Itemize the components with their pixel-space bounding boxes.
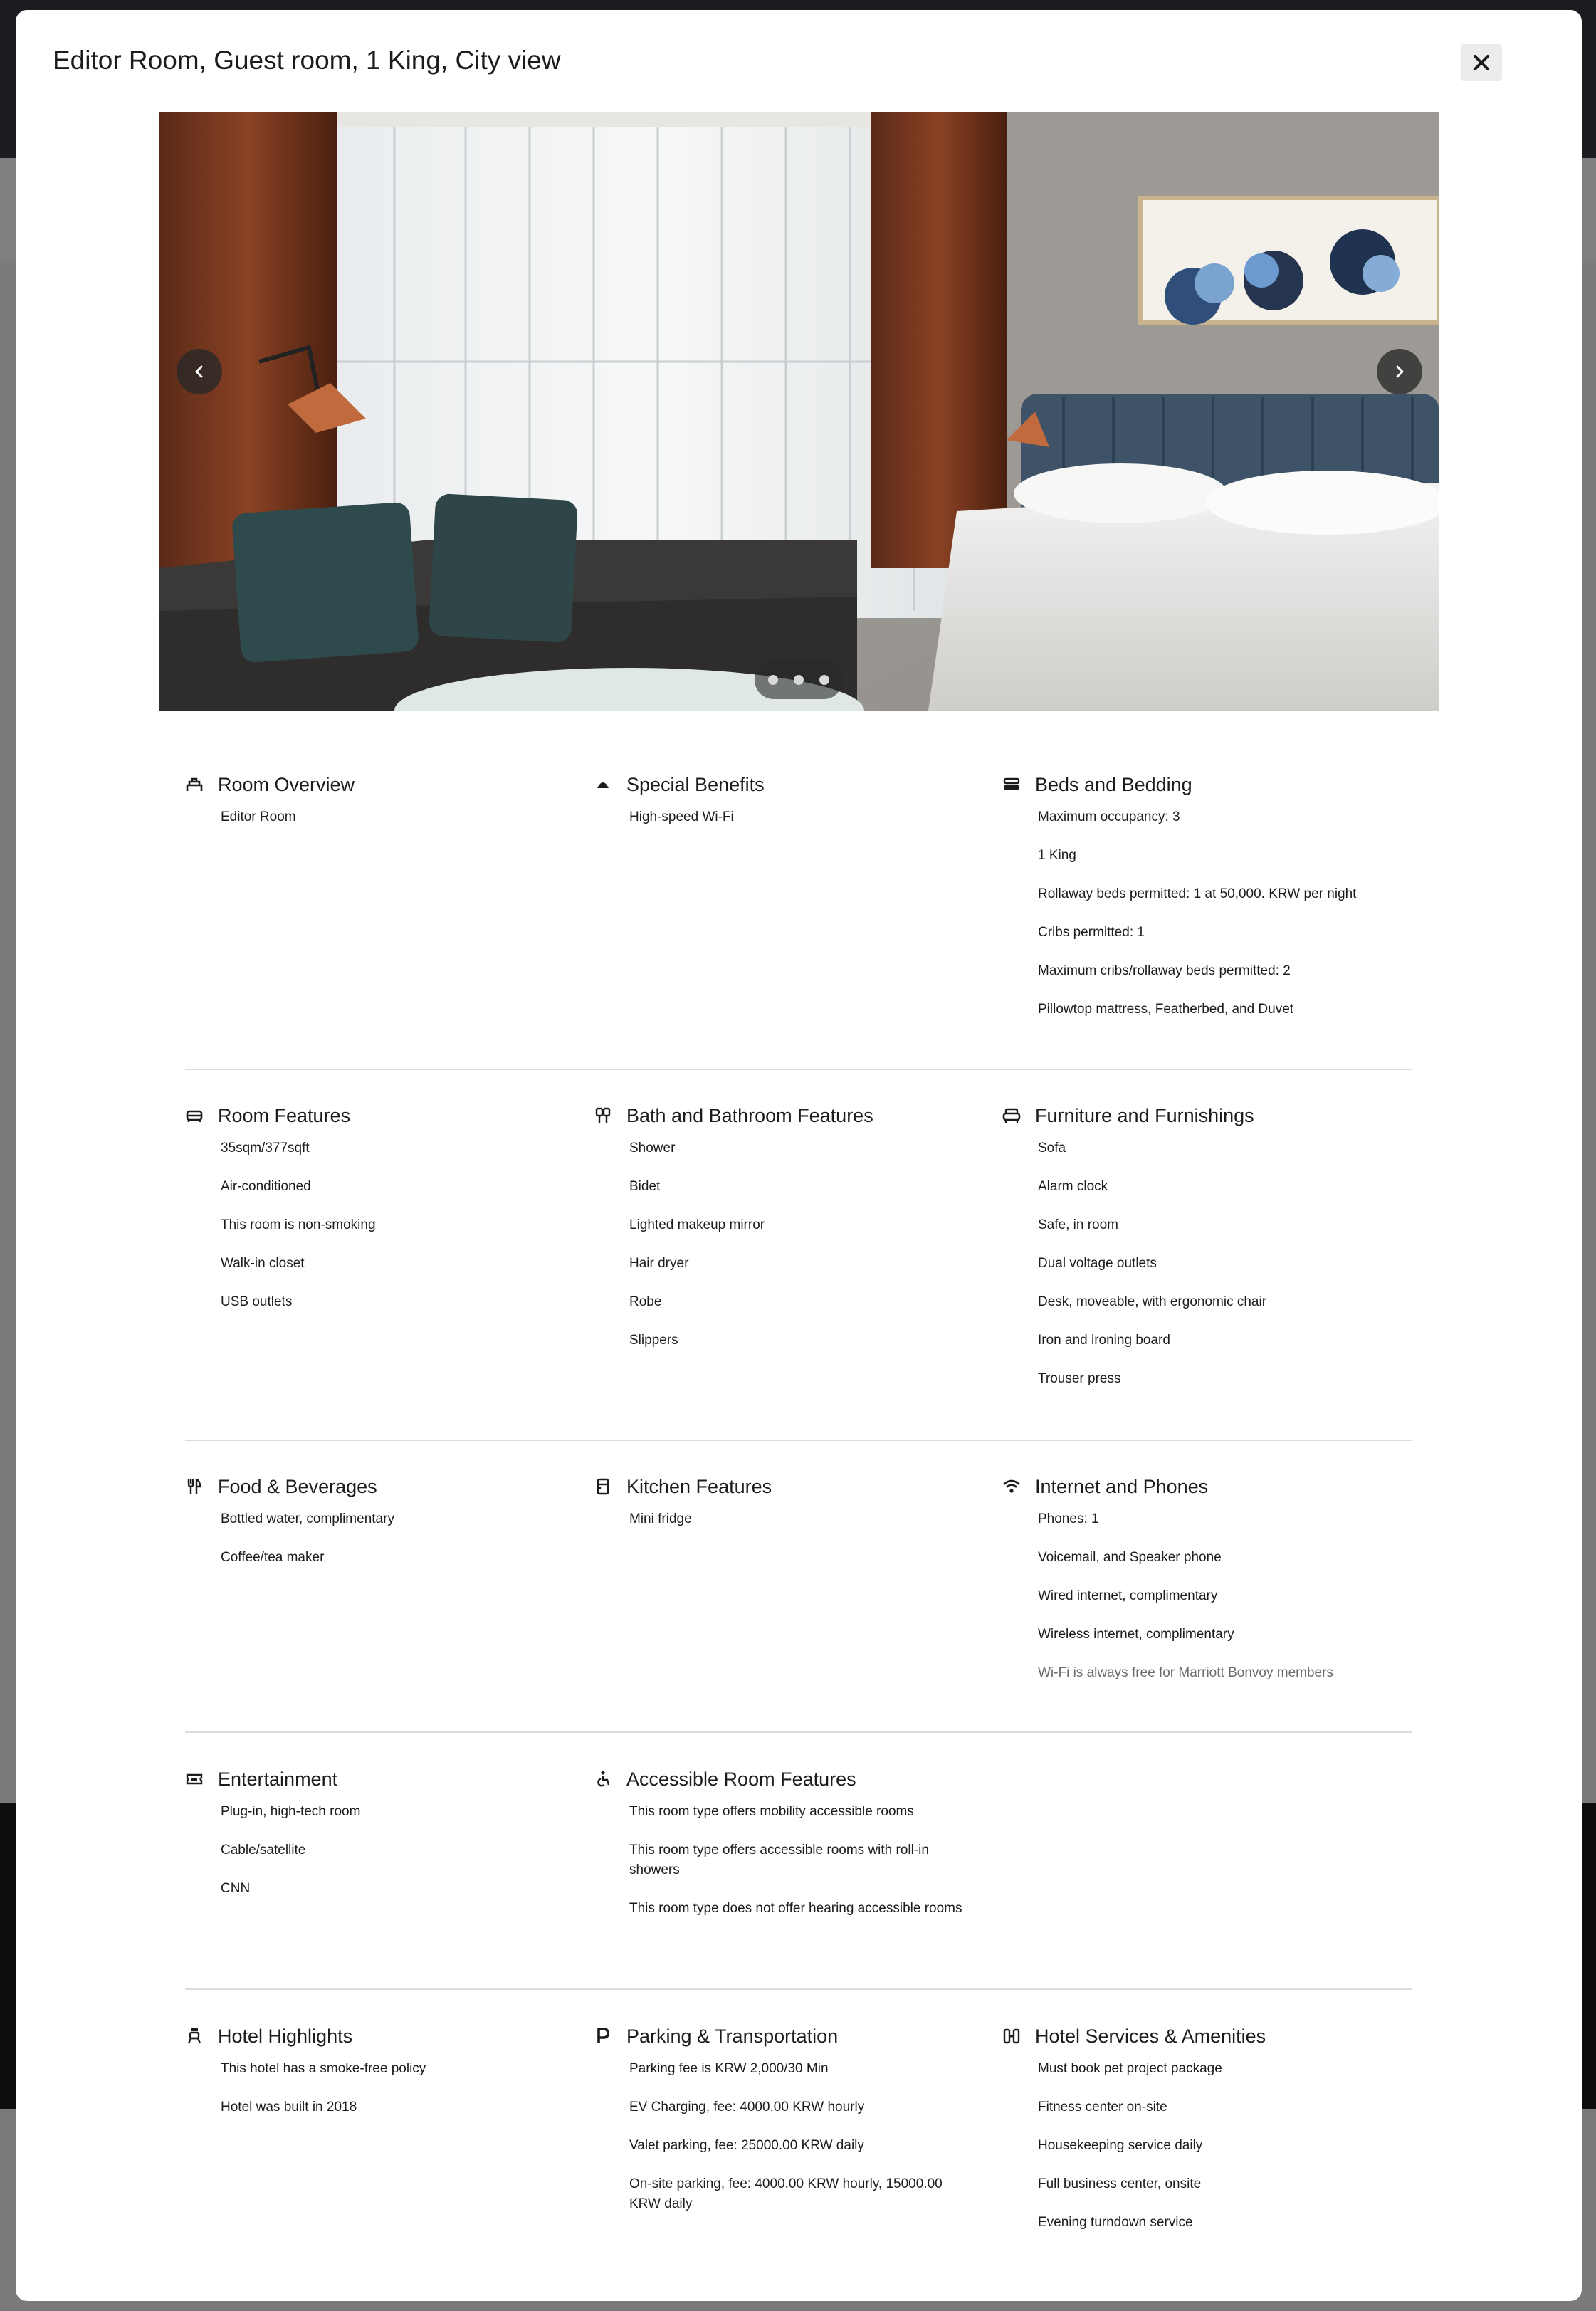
list-item: Must book pet project package — [1038, 2061, 1222, 2076]
carousel-prev-button[interactable] — [177, 349, 222, 394]
list-item: Plug-in, high-tech room — [221, 1804, 361, 1819]
list-item: Voicemail, and Speaker phone — [1038, 1550, 1222, 1565]
list-item: Rollaway beds permitted: 1 at 50,000. KRW per night — [1038, 886, 1357, 901]
list-item: Wireless internet, complimentary — [1038, 1627, 1234, 1642]
list-item: Sofa — [1038, 1141, 1066, 1156]
list-item: Iron and ironing board — [1038, 1333, 1170, 1348]
list-item: Phones: 1 — [1038, 1511, 1099, 1526]
list-item: Housekeeping service daily — [1038, 2138, 1203, 2153]
section-title: Food & Beverages — [218, 1475, 377, 1497]
section-title: Bath and Bathroom Features — [626, 1104, 873, 1126]
carousel-next-button[interactable] — [1377, 349, 1422, 394]
list-item: Desk, moveable, with ergonomic chair — [1038, 1294, 1267, 1309]
room-photo — [159, 112, 1439, 711]
section-title: Room Overview — [218, 773, 355, 795]
list-item: High-speed Wi-Fi — [629, 809, 734, 824]
section-title: Special Benefits — [626, 773, 765, 795]
section-divider — [185, 1731, 1412, 1733]
list-item: Walk-in closet — [221, 1256, 305, 1271]
list-item: Evening turndown service — [1038, 2215, 1193, 2230]
list-item: Fitness center on-site — [1038, 2100, 1167, 2115]
section-divider — [185, 1440, 1412, 1441]
section-title: Room Features — [218, 1104, 351, 1126]
section-title: Entertainment — [218, 1768, 338, 1790]
room-features-icon — [184, 1105, 205, 1126]
carousel-pagination — [755, 661, 843, 699]
section-title: Accessible Room Features — [626, 1768, 856, 1790]
list-item: Mini fridge — [629, 1511, 692, 1526]
list-item: EV Charging, fee: 4000.00 KRW hourly — [629, 2100, 865, 2115]
list-item: 1 King — [1038, 848, 1076, 863]
section-title: Hotel Highlights — [218, 2025, 353, 2047]
section-title: Kitchen Features — [626, 1475, 772, 1497]
chevron-left-icon — [191, 364, 207, 379]
list-item: Maximum cribs/rollaway beds permitted: 2 — [1038, 963, 1291, 978]
section-title: Beds and Bedding — [1035, 773, 1192, 795]
list-item: Bidet — [629, 1179, 661, 1194]
list-item: Coffee/tea maker — [221, 1550, 325, 1565]
room-details-modal — [16, 10, 1582, 2301]
list-item: Valet parking, fee: 25000.00 KRW daily — [629, 2138, 864, 2153]
amenities-row-2 — [185, 1103, 1412, 1423]
list-item: Air-conditioned — [221, 1179, 311, 1194]
list-item: Slippers — [629, 1333, 678, 1348]
dumbbell-icon — [1001, 2026, 1022, 2047]
list-item: Full business center, onsite — [1038, 2176, 1202, 2191]
room-overview-icon — [184, 774, 205, 795]
parking-icon — [592, 2026, 614, 2047]
list-item: Maximum occupancy: 3 — [1038, 809, 1180, 824]
amenities-row-4 — [185, 1766, 1412, 1980]
list-item: This room type offers accessible rooms with roll-in showers — [629, 1843, 929, 1877]
modal-title: Editor Room, Guest room, 1 King, City view — [53, 46, 561, 75]
carousel-dot[interactable] — [794, 675, 804, 685]
bellhop-icon — [184, 2026, 205, 2047]
list-item: Cribs permitted: 1 — [1038, 925, 1145, 940]
list-item: USB outlets — [221, 1294, 293, 1309]
section-title: Parking & Transportation — [626, 2025, 839, 2047]
list-item: Hotel was built in 2018 — [221, 2100, 357, 2115]
section-title: Hotel Services & Amenities — [1035, 2025, 1266, 2047]
list-item: On-site parking, fee: 4000.00 KRW hourly, 15000.00 KRW daily — [629, 2176, 943, 2211]
list-item: Parking fee is KRW 2,000/30 Min — [629, 2061, 829, 2076]
list-item: Pillowtop mattress, Featherbed, and Duvet — [1038, 1002, 1294, 1017]
accessible-icon — [592, 1768, 614, 1790]
section-divider — [185, 1988, 1412, 1990]
list-item: Shower — [629, 1141, 676, 1156]
list-item: 35sqm/377sqft — [221, 1141, 310, 1156]
bath-icon — [592, 1105, 614, 1126]
list-item: Alarm clock — [1038, 1179, 1108, 1194]
list-item: Dual voltage outlets — [1038, 1256, 1157, 1271]
list-item: Hair dryer — [629, 1256, 689, 1271]
list-item: This room type offers mobility accessible rooms — [629, 1804, 914, 1819]
bed-icon — [1001, 774, 1022, 795]
list-item: Editor Room — [221, 809, 296, 824]
carousel-dot[interactable] — [768, 675, 778, 685]
amenities-row-1 — [185, 772, 1412, 1057]
ticket-icon — [184, 1768, 205, 1790]
list-item: This room is non-smoking — [221, 1217, 376, 1232]
wifi-icon — [1001, 1476, 1022, 1497]
section-title: Internet and Phones — [1035, 1475, 1209, 1497]
amenities-row-3 — [185, 1474, 1412, 1723]
list-item: Robe — [629, 1294, 662, 1309]
section-divider — [185, 1069, 1412, 1070]
carousel-dot[interactable] — [819, 675, 829, 685]
close-button[interactable] — [1461, 44, 1502, 81]
close-icon — [1471, 53, 1491, 73]
fork-knife-icon — [184, 1476, 205, 1497]
section-title: Furniture and Furnishings — [1035, 1104, 1254, 1126]
list-item: Cable/satellite — [221, 1843, 306, 1857]
chevron-right-icon — [1392, 364, 1407, 379]
list-item: Safe, in room — [1038, 1217, 1118, 1232]
fridge-icon — [592, 1476, 614, 1497]
list-item: Lighted makeup mirror — [629, 1217, 765, 1232]
list-item: Trouser press — [1038, 1371, 1121, 1386]
list-item: Wired internet, complimentary — [1038, 1588, 1218, 1603]
list-item: This hotel has a smoke-free policy — [221, 2061, 426, 2076]
amenities-row-5 — [185, 2023, 1412, 2280]
sofa-icon — [1001, 1105, 1022, 1126]
room-photo-carousel — [159, 112, 1439, 711]
list-item: CNN — [221, 1881, 251, 1896]
wifi-note: Wi-Fi is always free for Marriott Bonvoy members — [1038, 1665, 1333, 1680]
list-item: Bottled water, complimentary — [221, 1511, 394, 1526]
list-item: This room type does not offer hearing accessible rooms — [629, 1901, 962, 1916]
special-benefits-icon — [592, 774, 614, 795]
